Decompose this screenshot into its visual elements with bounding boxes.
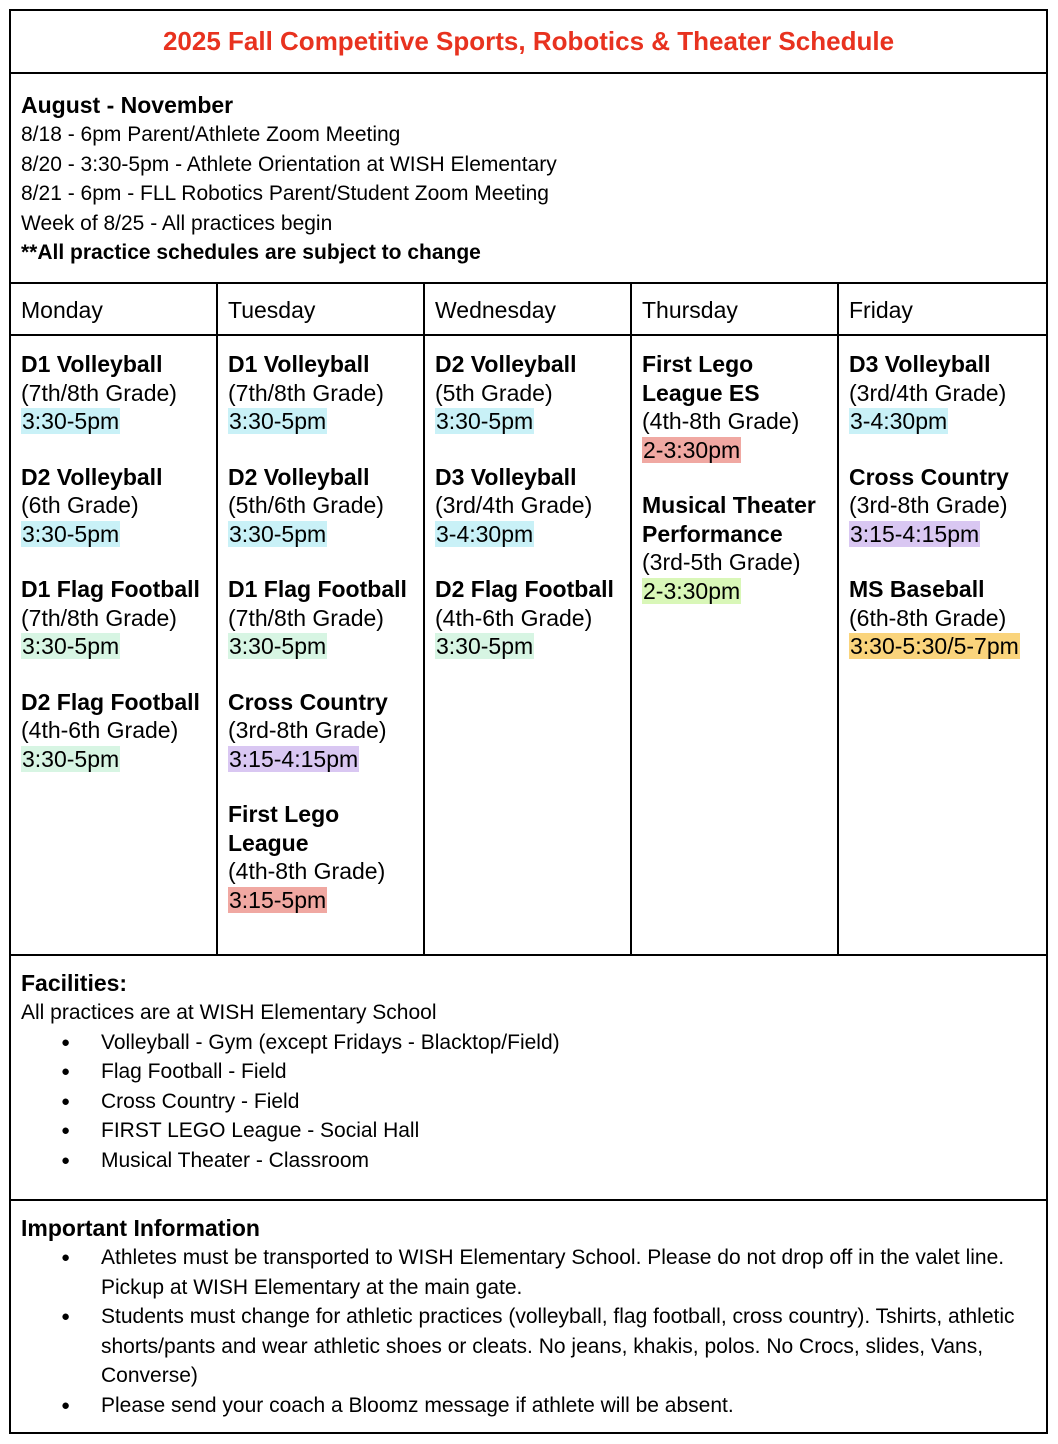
schedule-entry (228, 350, 413, 436)
page-title: 2025 Fall Competitive Sports, Robotics & Theater Schedule (162, 26, 895, 56)
schedule-entry (849, 463, 1036, 549)
time-highlight: 3:30-5pm (22, 520, 120, 547)
list-item: ● Cross Country - Field (21, 1087, 1036, 1117)
schedule-entry (21, 463, 206, 549)
important-info-section (11, 1201, 1046, 1434)
day-column (11, 336, 218, 954)
schedule-entry (435, 350, 620, 436)
activity-name: D3 Volleyball (849, 351, 991, 377)
day-label: Thursday (642, 297, 738, 323)
time-highlight: 3:30-5pm (436, 408, 534, 434)
day-header-thursday (632, 284, 839, 334)
grade-range: (7th/8th Grade) (21, 604, 177, 631)
grade-range: (3rd-8th Grade) (849, 492, 1008, 518)
intro-line: 8/21 - 6pm - FLL Robotics Parent/Student Zoom Meeting (21, 182, 549, 205)
schedule-entry (642, 491, 827, 605)
grade-range: (3rd-5th Grade) (642, 549, 801, 575)
activity-name: D2 Volleyball (21, 463, 163, 490)
time-highlight: 3-4:30pm (850, 408, 948, 434)
day-label: Tuesday (228, 297, 316, 323)
schedule-entry (21, 350, 206, 436)
day-header-monday (11, 284, 218, 334)
schedule-entry (849, 575, 1036, 661)
time-highlight: 3:30-5pm (22, 745, 120, 772)
intro-line: Week of 8/25 - All practices begin (21, 211, 333, 235)
day-header-tuesday (218, 284, 425, 334)
time-highlight: 3:30-5pm (22, 408, 120, 434)
day-header-friday (839, 284, 1046, 334)
schedule-entry (228, 575, 413, 661)
grade-range: (4th-6th Grade) (21, 717, 179, 743)
time-highlight: 3-4:30pm (436, 520, 534, 547)
day-column (218, 336, 425, 954)
activity-name: First Lego League ES (642, 351, 760, 406)
activity-name: MS Baseball (849, 576, 985, 602)
facilities-list (21, 1028, 1036, 1176)
title-row (11, 11, 1046, 74)
schedule-document (9, 9, 1048, 1434)
day-column (632, 336, 839, 954)
time-highlight: 3:30-5pm (229, 520, 327, 547)
grade-range: (5th/6th Grade) (228, 492, 384, 518)
day-label: Monday (21, 297, 103, 323)
list-item: ● Volleyball - Gym (except Fridays - Blacktop/Field) (21, 1028, 1036, 1058)
time-highlight: 3:30-5pm (436, 633, 534, 659)
activity-name: D1 Volleyball (21, 351, 163, 377)
facilities-heading: Facilities: (21, 970, 128, 996)
grade-range: (4th-8th Grade) (642, 408, 800, 434)
activity-name: Cross Country (228, 688, 388, 715)
grade-range: (3rd-8th Grade) (228, 717, 387, 743)
list-item: ● Students must change for athletic practices (volleyball, flag football, cross country). Tshirts, athletic shorts/pants and wear athletic shoes or cleats. No jeans, khakis, polos. No Crocs, slides, Vans, Converse) (21, 1302, 1036, 1391)
list-item: ● Athletes must be transported to WISH Elementary School. Please do not drop off in the valet line. Pickup at WISH Elementary at the main gate. (21, 1243, 1036, 1302)
time-highlight: 3:30-5pm (229, 633, 327, 659)
time-highlight: 2-3:30pm (643, 436, 741, 463)
facilities-intro: All practices are at WISH Elementary School (21, 1001, 437, 1024)
grade-range: (4th-8th Grade) (228, 858, 386, 884)
schedule-entry (228, 463, 413, 549)
day-header-wednesday (425, 284, 632, 334)
day-column (425, 336, 632, 954)
schedule-entry (642, 350, 827, 464)
schedule-entry (21, 688, 206, 774)
activity-name: D1 Flag Football (228, 576, 407, 602)
schedule-entry (228, 688, 413, 774)
schedule-entry (435, 463, 620, 549)
list-item: ● FIRST LEGO League - Social Hall (21, 1116, 1036, 1146)
intro-note: **All practice schedules are subject to change (21, 241, 481, 264)
activity-name: D2 Flag Football (21, 688, 200, 715)
time-highlight: 3:15-4:15pm (850, 520, 980, 547)
grade-range: (7th/8th Grade) (228, 604, 384, 631)
important-heading: Important Information (21, 1215, 260, 1241)
day-label: Friday (849, 297, 913, 323)
intro-heading: August - November (21, 92, 234, 118)
grade-range: (6th Grade) (21, 492, 139, 518)
grade-range: (6th-8th Grade) (849, 604, 1007, 631)
time-highlight: 3:15-5pm (229, 886, 327, 913)
schedule-entry (435, 575, 620, 661)
intro-section (11, 74, 1046, 284)
day-label: Wednesday (435, 297, 557, 323)
grade-range: (7th/8th Grade) (228, 379, 384, 406)
grade-range: (3rd/4th Grade) (435, 492, 593, 518)
activity-name: D2 Volleyball (435, 351, 577, 377)
intro-line: 8/18 - 6pm Parent/Athlete Zoom Meeting (21, 123, 401, 146)
time-highlight: 3:30-5pm (229, 408, 327, 434)
grade-range: (5th Grade) (435, 379, 553, 406)
intro-line: 8/20 - 3:30-5pm - Athlete Orientation at WISH Elementary (21, 152, 557, 176)
activity-name: First Lego League (228, 801, 340, 856)
time-highlight: 2-3:30pm (643, 577, 741, 604)
schedule-entry (21, 575, 206, 661)
schedule-grid (11, 336, 1046, 956)
activity-name: D1 Flag Football (21, 576, 200, 602)
activity-name: D1 Volleyball (228, 351, 370, 377)
time-highlight: 3:15-4:15pm (229, 745, 359, 772)
grade-range: (3rd/4th Grade) (849, 379, 1007, 406)
schedule-entry (228, 800, 413, 914)
grade-range: (4th-6th Grade) (435, 604, 593, 631)
day-header-row (11, 284, 1046, 336)
list-item: ● Please send your coach a Bloomz message if athlete will be absent. (21, 1391, 1036, 1421)
time-highlight: 3:30-5:30/5-7pm (850, 633, 1019, 659)
activity-name: D2 Flag Football (435, 576, 614, 602)
day-column (839, 336, 1046, 954)
list-item: ● Musical Theater - Classroom (21, 1146, 1036, 1176)
list-item: ● Flag Football - Field (21, 1057, 1036, 1087)
activity-name: D3 Volleyball (435, 463, 577, 490)
schedule-entry (849, 350, 1036, 436)
time-highlight: 3:30-5pm (22, 633, 120, 659)
activity-name: Musical Theater Performance (642, 492, 816, 547)
activity-name: Cross Country (849, 463, 1009, 490)
facilities-section (11, 956, 1046, 1201)
activity-name: D2 Volleyball (228, 463, 370, 490)
important-list (21, 1243, 1036, 1420)
grade-range: (7th/8th Grade) (21, 379, 177, 406)
